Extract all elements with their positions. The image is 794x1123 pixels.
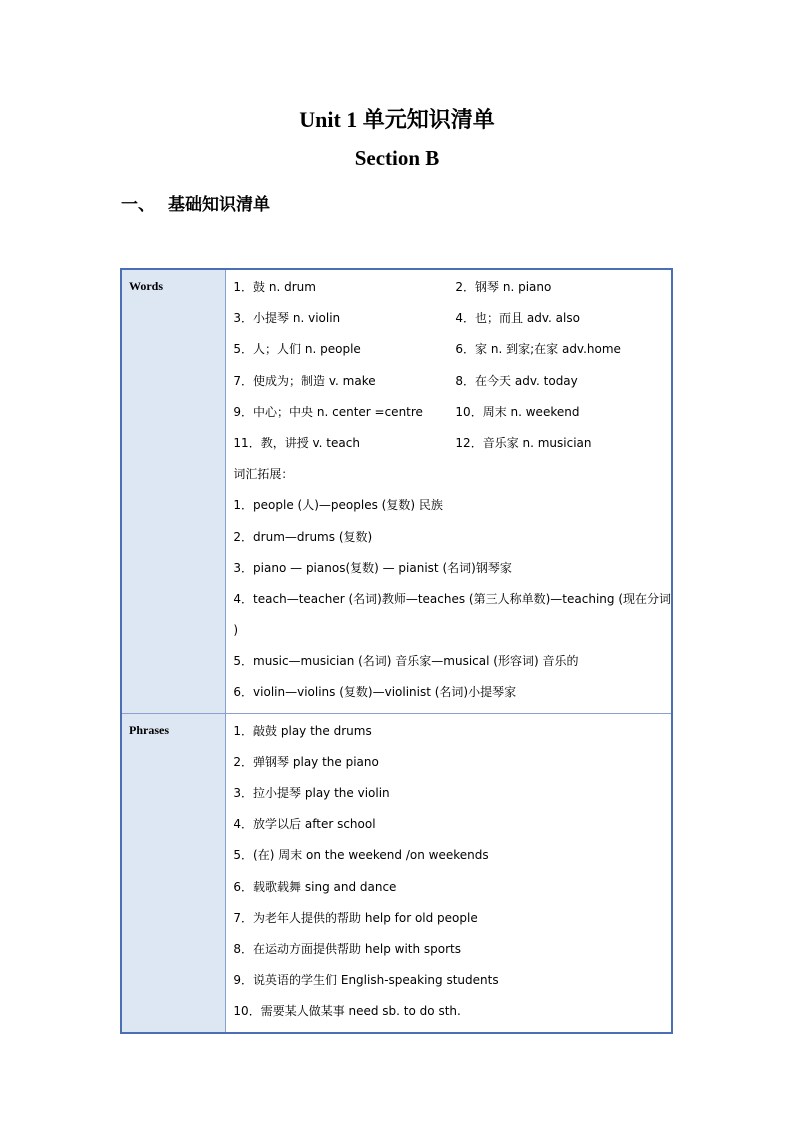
section-heading-text: 基础知识清单	[168, 195, 270, 215]
page-title: Unit 1 单元知识清单	[299, 107, 495, 132]
word-item: 7．使成为；制造 v. make	[233, 373, 376, 388]
phrases-content	[226, 713, 672, 1032]
words-label: Words	[121, 269, 226, 713]
section-heading	[121, 190, 270, 215]
words-content	[226, 269, 672, 713]
expansion-item: 2．drum—drums (复数)	[233, 529, 373, 544]
word-item: 11．教，讲授 v. teach	[233, 435, 360, 450]
word-item: 10．周末 n. weekend	[455, 404, 580, 419]
expansion-item: 3．piano — pianos(复数) — pianist (名词)钢琴家	[233, 560, 512, 575]
word-item: 8．在今天 adv. today	[455, 373, 578, 388]
word-item: 6．家 n. 到家;在家 adv.home	[455, 342, 621, 357]
phrase-item: 10．需要某人做某事 need sb. to do sth.	[233, 1004, 461, 1019]
word-pair	[233, 366, 671, 397]
expansion-item: 6．violin—violins (复数)—violinist (名词)小提琴家	[233, 685, 517, 700]
phrase-item: 1．敲鼓 play the drums	[233, 723, 372, 738]
word-pair	[233, 428, 671, 459]
word-pair	[233, 303, 671, 334]
word-pair	[233, 334, 671, 365]
knowledge-table	[120, 268, 673, 1034]
phrase-item: 7．为老年人提供的帮助 help for old people	[233, 910, 478, 925]
words-row	[121, 269, 672, 713]
phrase-item: 6．载歌载舞 sing and dance	[233, 879, 397, 894]
expansion-item: 4．teach—teacher (名词)教师—teaches (第三人称单数)—teaching (现在分词	[233, 591, 671, 606]
expansion-item: )	[233, 623, 239, 638]
phrase-item: 5．(在) 周末 on the weekend /on weekends	[233, 848, 489, 863]
expansion-item: 5．music—musician (名词) 音乐家—musical (形容词) 音乐的	[233, 654, 579, 669]
phrase-item: 8．在运动方面提供帮助 help with sports	[233, 941, 462, 956]
phrase-item: 2．弹钢琴 play the piano	[233, 754, 379, 769]
word-item: 2．钢琴 n. piano	[455, 280, 552, 294]
word-pair	[233, 397, 671, 428]
phrase-item: 3．拉小提琴 play the violin	[233, 786, 390, 800]
expansion-title: 词汇拓展：	[233, 467, 294, 482]
phrases-row	[121, 713, 672, 1032]
word-item: 9．中心；中央 n. center =centre	[233, 404, 423, 419]
word-item: 5．人；人们 n. people	[233, 342, 361, 357]
word-item: 4．也；而且 adv. also	[455, 311, 580, 326]
page-subtitle: Section B	[354, 146, 440, 170]
word-item: 12．音乐家 n. musician	[455, 435, 592, 450]
word-pair	[233, 272, 671, 303]
word-item: 3．小提琴 n. violin	[233, 311, 341, 326]
expansion-item: 1．people (人)—peoples (复数) 民族	[233, 498, 443, 513]
phrases-label: Phrases	[121, 713, 226, 1032]
phrase-item: 9．说英语的学生们 English-speaking students	[233, 973, 499, 988]
section-number: 一、	[121, 195, 155, 215]
phrase-item: 4．放学以后 after school	[233, 817, 376, 832]
word-item: 1．鼓 n. drum	[233, 280, 316, 294]
